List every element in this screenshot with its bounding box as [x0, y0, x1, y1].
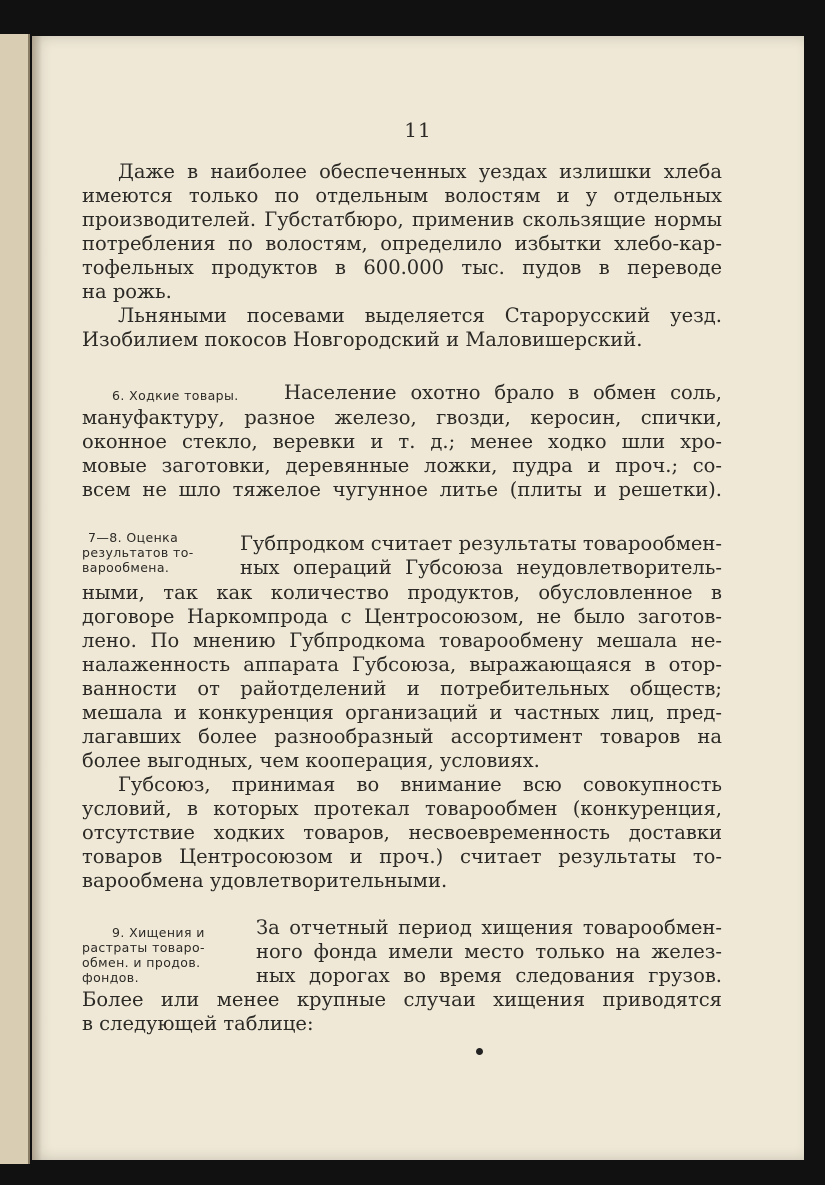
text-line: За отчетный период хищения товарообмен- — [256, 916, 722, 939]
page-fold-shadow — [32, 36, 42, 1160]
text-line: варообмена удовлетворительными. — [82, 869, 448, 892]
text-line: оконное стекло, веревки и т. д.; менее ходко шли хро- — [82, 430, 722, 453]
adjacent-page-edge — [0, 34, 30, 1164]
text-line: Льняными посевами выделяется Старорусский уезд. — [118, 304, 722, 327]
text-line: имеются только по отдельным волостям и у отдельных — [82, 184, 722, 207]
text-line: на рожь. — [82, 280, 172, 303]
text-line: товаров Центросоюзом и проч.) считает результаты то- — [82, 845, 722, 868]
text-line: производителей. Губстатбюро, применив скользящие нормы — [82, 208, 722, 231]
text-line: ванности от райотделений и потребительных обществ; — [82, 677, 722, 700]
text-line: лагавших более разнообразный ассортимент товаров на — [82, 725, 722, 748]
text-line: мануфактуру, разное железо, гвозди, керосин, спички, — [82, 406, 722, 429]
text-line: Более или менее крупные случаи хищения приводятся — [82, 988, 722, 1011]
text-line: в следующей таблице: — [82, 1012, 314, 1035]
text-line: Население охотно брало в обмен соль, — [284, 381, 722, 404]
text-line: отсутствие ходких товаров, несвоевременность доставки — [82, 821, 722, 844]
text-line: Даже в наиболее обеспеченных уездах излишки хлеба — [118, 160, 722, 183]
text-line: всем не шло тяжелое чугунное литье (плиты и решетки). — [82, 478, 722, 501]
text-line: потребления по волостям, определило избытки хлебо-кар- — [82, 232, 722, 255]
ink-dot — [476, 1048, 483, 1055]
text-line: лено. По мнению Губпродкома товарообмену мешала не- — [82, 629, 722, 652]
text-line: Губпродком считает результаты товарообмен- — [240, 532, 722, 555]
text-line: ных операций Губсоюза неудовлетворитель- — [240, 556, 722, 579]
text-line: Губсоюз, принимая во внимание всю совокупность — [118, 773, 722, 796]
side-note: 9. Хищения и — [112, 925, 205, 940]
side-note: обмен. и продов. — [82, 955, 201, 970]
text-line: Изобилием покосов Новгородский и Маловишерский. — [82, 328, 643, 351]
text-line: налаженность аппарата Губсоюза, выражающаяся в отор- — [82, 653, 722, 676]
page-number: 11 — [404, 118, 432, 142]
side-note: варообмена. — [82, 560, 170, 575]
book-page — [32, 36, 804, 1160]
text-line: мовые заготовки, деревянные ложки, пудра и проч.; со- — [82, 454, 722, 477]
side-note: 7—8. Оценка — [88, 530, 179, 545]
text-line: условий, в которых протекал товарообмен (конкуренция, — [82, 797, 722, 820]
side-note: 6. Ходкие товары. — [112, 388, 239, 403]
text-line: ными, так как количество продуктов, обусловленное в — [82, 581, 722, 604]
text-line: более выгодных, чем кооперация, условиях. — [82, 749, 540, 772]
text-line: тофельных продуктов в 600.000 тыс. пудов в переводе — [82, 256, 722, 279]
text-line: договоре Наркомпрода с Центросоюзом, не было заготов- — [82, 605, 722, 628]
side-note: фондов. — [82, 970, 139, 985]
text-line: мешала и конкуренция организаций и частных лиц, пред- — [82, 701, 722, 724]
text-line: ных дорогах во время следования грузов. — [256, 964, 722, 987]
side-note: растраты товаро- — [82, 940, 205, 955]
text-line: ного фонда имели место только на желез- — [256, 940, 722, 963]
side-note: результатов то- — [82, 545, 194, 560]
